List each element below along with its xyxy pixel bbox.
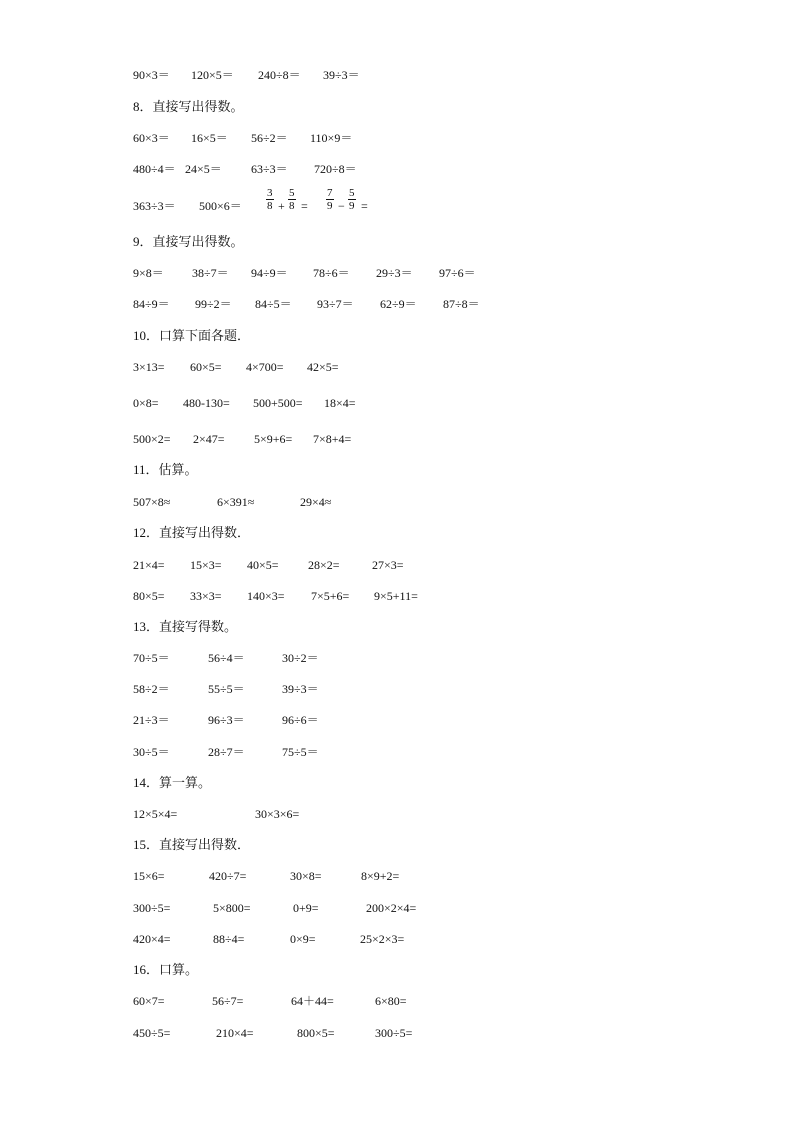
problem: 70÷5＝ xyxy=(133,651,170,665)
operator: − xyxy=(338,199,345,213)
problem: 25×2×3= xyxy=(360,932,405,946)
numerator: 5 xyxy=(289,187,295,199)
problem: 40×5= xyxy=(247,558,279,572)
problem: 300÷5= xyxy=(133,901,171,915)
problem: 3×13= xyxy=(133,360,165,374)
problem: 58÷2＝ xyxy=(133,682,170,696)
problem: 84÷5＝ xyxy=(255,297,292,311)
problem: 9×5+11= xyxy=(374,589,418,603)
problem: 56÷4＝ xyxy=(208,651,245,665)
problem: 62÷9＝ xyxy=(380,297,417,311)
problem: 30÷2＝ xyxy=(282,651,319,665)
section-14-title: 14．算一算。 xyxy=(133,775,212,790)
problem: 120×5＝ xyxy=(191,68,234,82)
problem: 93÷7＝ xyxy=(317,297,354,311)
problem: 420÷7= xyxy=(209,869,247,883)
fraction xyxy=(326,187,334,212)
problem: 0×8= xyxy=(133,396,159,410)
problem: 140×3= xyxy=(247,589,285,603)
equals: = xyxy=(361,199,368,213)
problem: 720÷8＝ xyxy=(314,162,357,176)
problem: 800×5= xyxy=(297,1026,335,1040)
problem: 60×7= xyxy=(133,994,165,1008)
problem: 0×9= xyxy=(290,932,316,946)
problem: 450÷5= xyxy=(133,1026,171,1040)
problem: 64＋44= xyxy=(291,994,334,1008)
problem: 29÷3＝ xyxy=(376,266,413,280)
problem: 300÷5= xyxy=(375,1026,413,1040)
problem: 39÷3＝ xyxy=(282,682,319,696)
problem: 97÷6＝ xyxy=(439,266,476,280)
problem: 56÷7= xyxy=(212,994,244,1008)
section-9-title: 9．直接写出得数。 xyxy=(133,234,244,249)
problem: 55÷5＝ xyxy=(208,682,245,696)
problem: 210×4= xyxy=(216,1026,254,1040)
problem: 30×3×6= xyxy=(255,807,300,821)
section-11-title: 11．估算。 xyxy=(133,462,198,477)
problem: 38÷7＝ xyxy=(192,266,229,280)
fraction xyxy=(348,187,356,212)
problem: 2×47= xyxy=(193,432,225,446)
problem: 39÷3＝ xyxy=(323,68,360,82)
problem: 56÷2＝ xyxy=(251,131,288,145)
problem: 96÷6＝ xyxy=(282,713,319,727)
problem: 9×8＝ xyxy=(133,266,164,280)
problem: 500×6＝ xyxy=(199,199,242,213)
problem: 75÷5＝ xyxy=(282,745,319,759)
problem: 500+500= xyxy=(253,396,303,410)
section-15-title: 15．直接写出得数． xyxy=(133,837,251,852)
section-10-title: 10．口算下面各题． xyxy=(133,328,251,343)
fraction xyxy=(288,187,296,212)
problem: 24×5＝ xyxy=(185,162,222,176)
problem: 420×4= xyxy=(133,932,171,946)
problem: 94÷9＝ xyxy=(251,266,288,280)
problem: 15×3= xyxy=(190,558,222,572)
numerator: 5 xyxy=(349,187,355,199)
denominator: 8 xyxy=(267,200,273,212)
problem: 480-130= xyxy=(183,396,230,410)
numerator: 7 xyxy=(327,187,333,199)
problem: 28÷7＝ xyxy=(208,745,245,759)
denominator: 9 xyxy=(349,200,355,212)
problem: 60×5= xyxy=(190,360,222,374)
section-12-title: 12．直接写出得数． xyxy=(133,525,251,540)
problem: 240÷8＝ xyxy=(258,68,301,82)
denominator: 8 xyxy=(289,200,295,212)
section-13-title: 13．直接写得数。 xyxy=(133,619,238,634)
problem: 21×4= xyxy=(133,558,165,572)
problem: 8×9+2= xyxy=(361,869,400,883)
problem: 63÷3＝ xyxy=(251,162,288,176)
problem: 30÷5＝ xyxy=(133,745,170,759)
problem: 33×3= xyxy=(190,589,222,603)
problem: 78÷6＝ xyxy=(313,266,350,280)
equals: = xyxy=(301,199,308,213)
problem: 16×5＝ xyxy=(191,131,228,145)
problem: 110×9＝ xyxy=(310,131,353,145)
fraction xyxy=(266,187,274,212)
problem: 480÷4＝ xyxy=(133,162,176,176)
problem: 15×6= xyxy=(133,869,165,883)
problem: 507×8≈ xyxy=(133,495,171,509)
problem: 42×5= xyxy=(307,360,339,374)
problem: 99÷2＝ xyxy=(195,297,232,311)
problem: 84÷9＝ xyxy=(133,297,170,311)
problem: 87÷8＝ xyxy=(443,297,480,311)
problem: 500×2= xyxy=(133,432,171,446)
problem: 6×391≈ xyxy=(217,495,255,509)
problem: 96÷3＝ xyxy=(208,713,245,727)
problem: 88÷4= xyxy=(213,932,245,946)
problem: 21÷3＝ xyxy=(133,713,170,727)
problem: 27×3= xyxy=(372,558,404,572)
problem: 0+9= xyxy=(293,901,319,915)
problem: 5×9+6= xyxy=(254,432,293,446)
problem: 29×4≈ xyxy=(300,495,332,509)
problem: 6×80= xyxy=(375,994,407,1008)
section-16-title: 16．口算。 xyxy=(133,962,199,977)
section-8-title: 8．直接写出得数。 xyxy=(133,99,244,114)
numerator: 3 xyxy=(267,187,273,199)
problem: 200×2×4= xyxy=(366,901,417,915)
problem: 60×3＝ xyxy=(133,131,170,145)
denominator: 9 xyxy=(327,200,333,212)
problem: 18×4= xyxy=(324,396,356,410)
problem: 7×5+6= xyxy=(311,589,350,603)
problem: 30×8= xyxy=(290,869,322,883)
problem: 7×8+4= xyxy=(313,432,352,446)
problem: 28×2= xyxy=(308,558,340,572)
problem: 90×3＝ xyxy=(133,68,170,82)
problem: 80×5= xyxy=(133,589,165,603)
problem: 4×700= xyxy=(246,360,284,374)
problem: 12×5×4= xyxy=(133,807,178,821)
operator: + xyxy=(278,199,285,213)
problem: 363÷3＝ xyxy=(133,199,176,213)
problem: 5×800= xyxy=(213,901,251,915)
